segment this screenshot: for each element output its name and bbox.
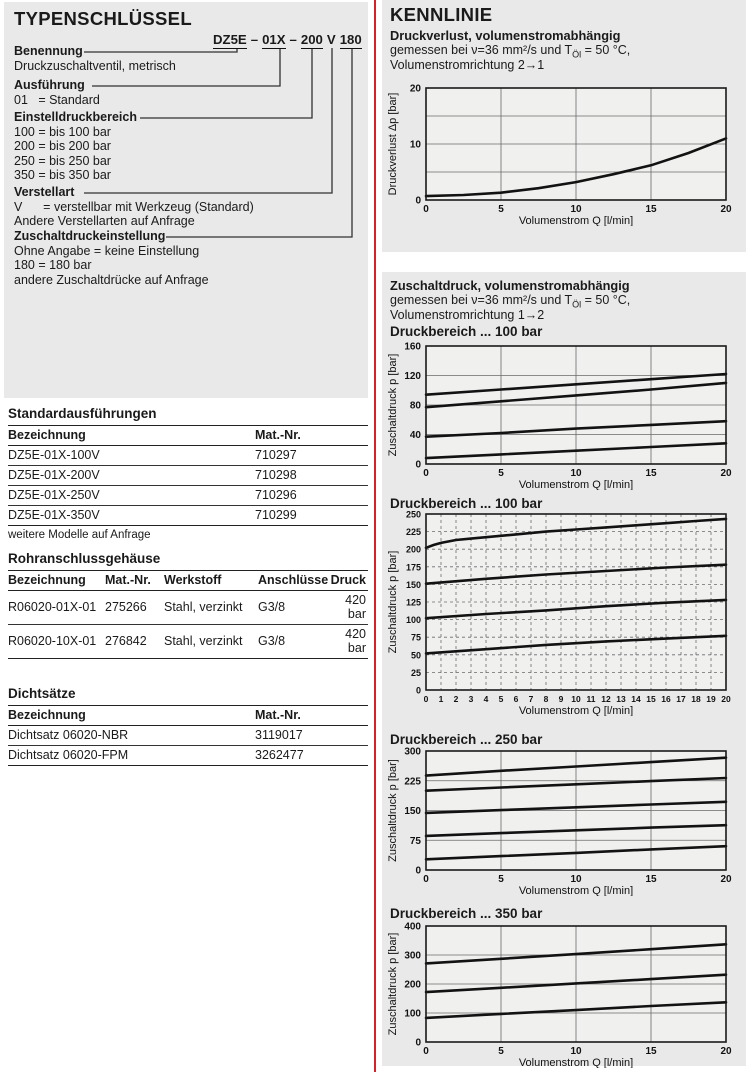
svg-text:15: 15 (646, 694, 656, 704)
zuschaltdruck-panel (382, 272, 746, 1066)
svg-text:14: 14 (631, 694, 641, 704)
chart-title-350bar: Druckbereich ... 350 bar (390, 906, 543, 921)
type-key-entry (14, 78, 359, 107)
svg-text:8: 8 (543, 694, 549, 704)
table-row (8, 726, 368, 746)
svg-text:0: 0 (423, 204, 429, 215)
chart-title-250bar: Druckbereich ... 250 bar (390, 732, 543, 747)
x-axis-label: Volumenstrom Q [l/min] (518, 1057, 634, 1068)
table-cell: DZ5E-01X-350V (8, 506, 255, 526)
table-row (8, 625, 368, 659)
type-code-segment: 200 (300, 32, 323, 47)
svg-text:20: 20 (721, 694, 731, 704)
svg-text:16: 16 (661, 694, 671, 704)
table-header: Anschlüsse (258, 571, 330, 591)
measurement-text-end: = 50 °C, (581, 293, 631, 307)
section-heading: Druckverlust, volumenstromabhängig (390, 28, 621, 43)
table-cell: G3/8 (258, 591, 330, 625)
svg-text:20: 20 (720, 468, 732, 479)
table-footnote: weitere Modelle auf Anfrage (8, 529, 151, 541)
svg-text:15: 15 (645, 468, 657, 479)
chart-zuschaltdruck-100a (386, 340, 736, 495)
type-key-entry-line: 100 = bis 100 bar (14, 124, 111, 139)
svg-text:125: 125 (405, 597, 421, 608)
type-key-entry-line: 180 = 180 bar (14, 258, 92, 272)
type-key-entry (14, 110, 359, 183)
type-key-entry-label: Benennung (14, 44, 83, 58)
svg-text:5: 5 (498, 1046, 504, 1057)
table-header: Mat.-Nr. (255, 426, 368, 446)
measurement-text: gemessen bei ν=36 mm²/s und T (390, 43, 573, 57)
page-title-typenschluessel: TYPENSCHLÜSSEL (14, 8, 192, 29)
x-axis-label: Volumenstrom Q [l/min] (518, 885, 634, 896)
table-header-row (8, 571, 368, 591)
type-key-entry (14, 229, 359, 287)
table-cell: 3119017 (255, 726, 368, 746)
data-table (8, 705, 368, 766)
type-key-entry-label: Zuschaltdruckeinstellung (14, 229, 166, 243)
svg-text:10: 10 (570, 468, 582, 479)
divider-line (374, 0, 376, 1072)
table-header: Bezeichnung (8, 706, 255, 726)
svg-text:20: 20 (720, 1046, 732, 1057)
type-key-entry-line: Andere Verstellarten auf Anfrage (14, 214, 195, 228)
svg-text:400: 400 (404, 921, 421, 933)
type-code-segment: – (289, 32, 297, 47)
svg-text:120: 120 (404, 371, 421, 382)
type-code-segment: DZ5E (213, 32, 247, 47)
svg-text:12: 12 (601, 694, 611, 704)
chart-zuschaltdruck-350 (386, 920, 736, 1073)
subscript-oil: Öl (572, 49, 582, 60)
type-key-entry-line: 01 = Standard (14, 92, 100, 107)
svg-text:80: 80 (409, 400, 421, 412)
svg-text:100: 100 (404, 1008, 421, 1020)
svg-text:9: 9 (558, 694, 564, 704)
kennlinie-panel (382, 0, 746, 252)
chart-svg (386, 340, 736, 490)
svg-text:17: 17 (676, 694, 686, 704)
type-code-segment: V (326, 32, 336, 47)
table-row (8, 746, 368, 766)
type-key-entry-line: 350 = bis 350 bar (14, 168, 111, 182)
svg-text:0: 0 (423, 694, 429, 704)
chart-title-100bar-a: Druckbereich ... 100 bar (390, 324, 543, 339)
data-table (8, 570, 368, 659)
type-key-entry (14, 44, 359, 73)
page-title-kennlinie: KENNLINIE (390, 4, 493, 25)
table-header: Mat.-Nr. (105, 571, 164, 591)
type-key-entry-label: Verstellart (14, 185, 75, 199)
type-key-entry-label: Einstelldruckbereich (14, 110, 137, 124)
svg-text:100: 100 (405, 615, 421, 626)
svg-text:5: 5 (498, 468, 504, 479)
svg-text:300: 300 (404, 950, 421, 962)
table-row (8, 466, 368, 486)
type-key-panel (4, 2, 368, 398)
flow-direction: Volumenstromrichtung 1→2 (390, 308, 545, 322)
svg-text:3: 3 (468, 694, 474, 704)
chart-zuschaltdruck-250 (386, 745, 736, 901)
type-code-segment: – (250, 32, 259, 47)
svg-text:0: 0 (423, 1046, 429, 1057)
y-axis-label: Zuschaltdruck p [bar] (387, 759, 399, 862)
svg-text:10: 10 (570, 204, 582, 215)
chart-title-100bar-b: Druckbereich ... 100 bar (390, 496, 543, 511)
svg-text:18: 18 (691, 694, 701, 704)
svg-text:200: 200 (404, 979, 421, 991)
table-header: Mat.-Nr. (255, 706, 368, 726)
table-title: Standardausführungen (8, 406, 157, 421)
subscript-oil: Öl (572, 299, 582, 310)
table-cell: Dichtsatz 06020-FPM (8, 746, 255, 766)
table-cell: 276842 (105, 625, 164, 659)
x-axis-label: Volumenstrom Q [l/min] (518, 479, 634, 490)
table-header-row (8, 426, 368, 446)
table-row (8, 591, 368, 625)
tables (8, 406, 368, 766)
svg-text:175: 175 (405, 562, 421, 573)
svg-text:160: 160 (404, 341, 421, 353)
type-key-entry-line: andere Zuschaltdrücke auf Anfrage (14, 272, 209, 287)
svg-text:5: 5 (498, 694, 504, 704)
section-heading: Zuschaltdruck, volumenstromabhängig (390, 278, 630, 293)
type-key-entry-line: 200 = bis 200 bar (14, 139, 111, 153)
x-axis-label: Volumenstrom Q [l/min] (518, 705, 634, 716)
svg-text:40: 40 (409, 430, 421, 441)
svg-text:0: 0 (415, 459, 421, 471)
table-cell: DZ5E-01X-200V (8, 466, 255, 486)
svg-text:300: 300 (404, 746, 421, 758)
x-axis-label: Volumenstrom Q [l/min] (518, 215, 634, 226)
table-cell: 275266 (105, 591, 164, 625)
svg-text:250: 250 (405, 509, 421, 520)
table-header: Bezeichnung (8, 426, 255, 446)
type-key-entry (14, 185, 359, 229)
chart-svg (386, 920, 736, 1068)
table-header-row (8, 706, 368, 726)
table-cell: 710297 (255, 446, 368, 466)
svg-text:10: 10 (409, 139, 421, 151)
svg-text:50: 50 (410, 650, 421, 661)
table-cell: 710298 (255, 466, 368, 486)
y-axis-label: Zuschaltdruck p [bar] (387, 353, 399, 457)
svg-text:20: 20 (409, 83, 421, 95)
measurement-text: gemessen bei ν=36 mm²/s und T (390, 293, 573, 307)
y-axis-label: Zuschaltdruck p [bar] (387, 550, 399, 654)
svg-text:0: 0 (415, 685, 421, 696)
type-key-entry-line: V = verstellbar mit Werkzeug (Standard) (14, 199, 254, 214)
table-title: Rohranschlussgehäuse (8, 551, 161, 566)
svg-text:225: 225 (404, 776, 421, 788)
table-row (8, 506, 368, 526)
chart-svg (386, 745, 736, 896)
svg-text:7: 7 (528, 694, 534, 704)
svg-text:4: 4 (483, 694, 489, 704)
type-key-entry-line: 250 = bis 250 bar (14, 153, 111, 168)
type-code-segment: 01X (262, 32, 286, 47)
chart-zuschaltdruck-100b (386, 508, 736, 721)
svg-text:25: 25 (410, 667, 421, 678)
table-cell: R06020-10X-01 (8, 625, 105, 659)
svg-text:1: 1 (438, 694, 444, 704)
table-header: Druck (330, 571, 368, 591)
table-cell: Dichtsatz 06020-NBR (8, 726, 255, 746)
svg-text:15: 15 (645, 874, 657, 885)
svg-text:2: 2 (453, 694, 459, 704)
y-axis-label: Druckverlust Δp [bar] (387, 92, 399, 196)
table-cell: G3/8 (258, 625, 330, 659)
table-row (8, 486, 368, 506)
svg-text:5: 5 (498, 874, 504, 885)
chart-druckverlust (386, 82, 736, 231)
table-row (8, 446, 368, 466)
type-key-entry-line: Druckzuschaltventil, metrisch (14, 58, 176, 73)
svg-text:0: 0 (423, 468, 429, 479)
svg-text:20: 20 (720, 204, 732, 215)
svg-text:15: 15 (645, 1046, 657, 1057)
svg-text:20: 20 (720, 874, 732, 885)
table-cell: 3262477 (255, 746, 368, 766)
measurement-text-end: = 50 °C, (581, 43, 631, 57)
table-cell: R06020-01X-01 (8, 591, 105, 625)
svg-text:0: 0 (415, 865, 421, 877)
svg-text:200: 200 (405, 544, 421, 555)
svg-text:150: 150 (404, 806, 421, 817)
type-key-entry-label: Ausführung (14, 78, 85, 92)
svg-text:10: 10 (570, 874, 582, 885)
table-cell: DZ5E-01X-250V (8, 486, 255, 506)
svg-text:10: 10 (571, 694, 581, 704)
svg-text:150: 150 (405, 579, 421, 590)
table-header: Bezeichnung (8, 571, 105, 591)
svg-text:0: 0 (415, 195, 421, 207)
svg-text:11: 11 (586, 694, 596, 704)
data-table (8, 425, 368, 526)
svg-text:13: 13 (616, 694, 626, 704)
chart-svg (386, 82, 736, 226)
svg-text:19: 19 (706, 694, 716, 704)
table-cell: DZ5E-01X-100V (8, 446, 255, 466)
svg-text:0: 0 (423, 874, 429, 885)
table-cell: 710296 (255, 486, 368, 506)
svg-text:10: 10 (570, 1046, 582, 1057)
svg-text:225: 225 (405, 527, 421, 538)
table-title: Dichtsätze (8, 686, 76, 701)
svg-text:75: 75 (410, 632, 421, 643)
chart-svg (386, 508, 736, 716)
type-code-segment: 180 (339, 32, 362, 47)
table-cell: 420 bar (330, 625, 368, 659)
svg-text:6: 6 (513, 694, 519, 704)
svg-text:0: 0 (415, 1037, 421, 1049)
y-axis-label: Zuschaltdruck p [bar] (387, 932, 399, 1036)
svg-text:75: 75 (409, 835, 421, 847)
table-cell: 710299 (255, 506, 368, 526)
type-key-entry-line: Ohne Angabe = keine Einstellung (14, 243, 200, 258)
table-cell: 420 bar (330, 591, 368, 625)
svg-text:15: 15 (645, 204, 657, 215)
table-cell: Stahl, verzinkt (164, 591, 258, 625)
svg-text:5: 5 (498, 204, 504, 215)
flow-direction: Volumenstromrichtung 2→1 (390, 58, 545, 72)
table-cell: Stahl, verzinkt (164, 625, 258, 659)
table-header: Werkstoff (164, 571, 258, 591)
